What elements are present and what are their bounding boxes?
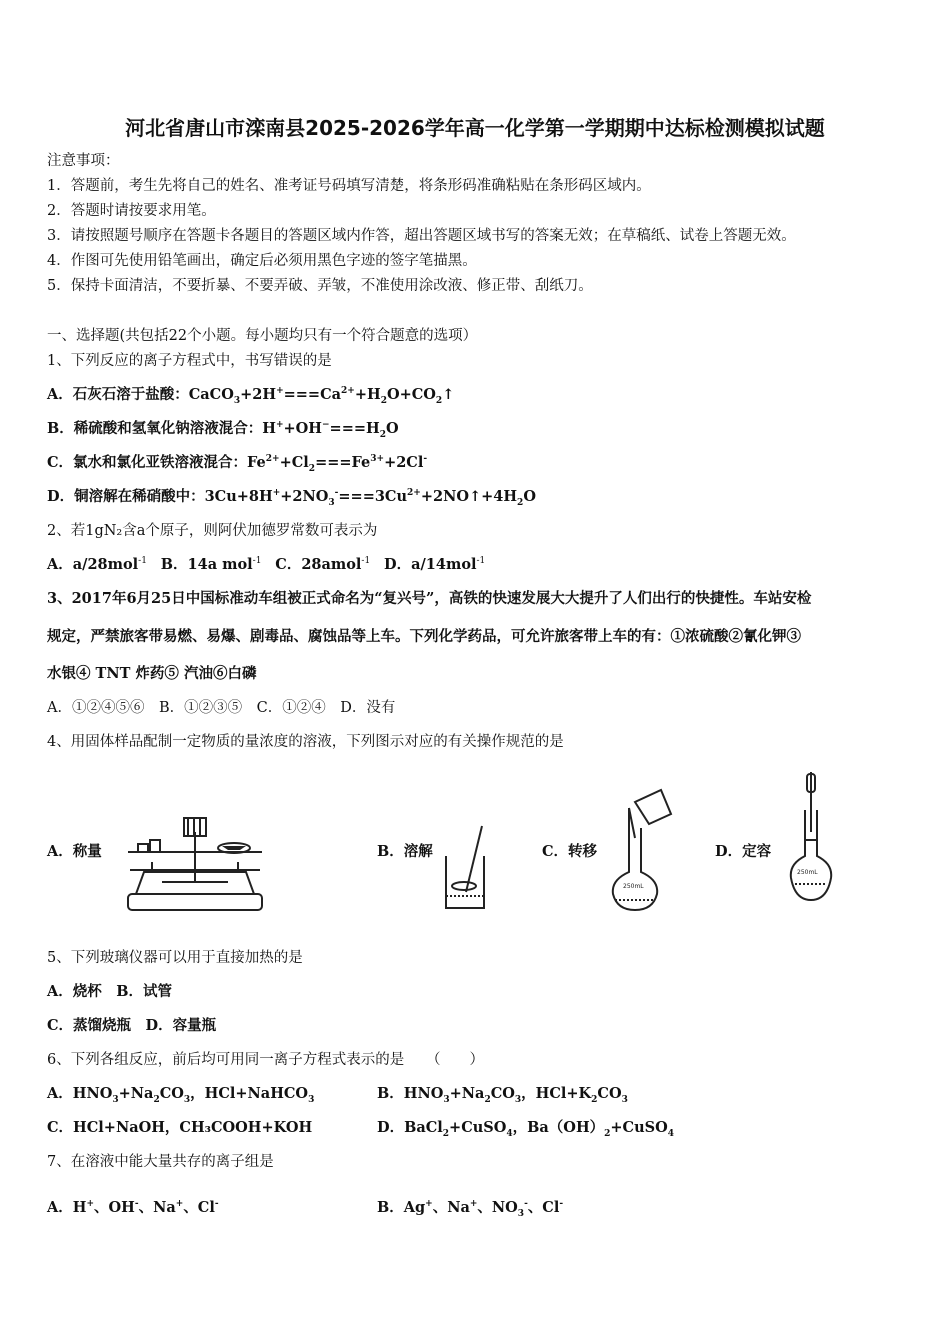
question-6-stem: 6、下列各组反应，前后均可用同一离子方程式表示的是 （ ） bbox=[47, 1052, 484, 1068]
question-4-stem: 4、用固体样品配制一定物质的量浓度的溶液，下列图示对应的有关操作规范的是 bbox=[47, 734, 564, 750]
question-3-line-2: 规定，严禁旅客带易燃、易爆、剧毒品、腐蚀品等上车。下列化学药品，可允许旅客带上车的有：①浓硫酸②氰化钾③ bbox=[47, 628, 801, 645]
question-5-stem: 5、下列玻璃仪器可以用于直接加热的是 bbox=[47, 950, 303, 966]
question-4-option-b: B．溶解 bbox=[377, 843, 433, 860]
question-3-line-3: 水银④ TNT 炸药⑤ 汽油⑥白磷 bbox=[47, 665, 257, 682]
notice-item-3: 3．请按照题号顺序在答题卡各题目的答题区域内作答，超出答题区域书写的答案无效；在草稿纸、试卷上答题无效。 bbox=[47, 228, 796, 244]
question-6-option-d: D．BaCl$_2$+CuSO$_4$，$Ba(OH)_2+CuSO_4$ bbox=[377, 1119, 675, 1139]
balance-scale-figure bbox=[122, 812, 268, 916]
question-7-stem: 7、在溶液中能大量共存的离子组是 bbox=[47, 1154, 274, 1170]
question-7-option-b: B．Ag+、Na+、$NO_3^-$、Cl- bbox=[377, 1199, 564, 1219]
question-6-option-b: B．$HNO_3+Na_2CO_3$，$HCl+K_2CO_3$ bbox=[377, 1085, 628, 1105]
question-6-option-c: C．HCl+NaOH，CH₃COOH+KOH bbox=[47, 1119, 313, 1136]
question-4-option-a: A．称量 bbox=[47, 843, 102, 860]
volumetric-flask-fill-figure bbox=[785, 770, 837, 904]
question-1-option-a: A．石灰石溶于盐酸：$CaCO_3+2H^+===Ca^{2+}+H_2O+CO_2↑$ bbox=[47, 386, 455, 406]
beaker-stirring-figure bbox=[440, 822, 492, 912]
notice-item-5: 5．保持卡面清洁，不要折暴、不要弄破、弄皱，不准使用涂改液、修正带、刮纸刀。 bbox=[47, 278, 593, 294]
question-2-options: A．a/28mol$^{-1}$ B．14a mol$^{-1}$ C．28amol$^{-1}$ D．a/14mol$^{-1}$ bbox=[47, 556, 486, 573]
notice-heading: 注意事项： bbox=[47, 153, 120, 169]
volumetric-flask-transfer-figure bbox=[605, 788, 677, 914]
question-3-line-1: 3、2017年6月25日中国标准动车组被正式命名为“复兴号”，高铁的快速发展大大提升了人们出行的快捷性。车站安检 bbox=[47, 590, 812, 607]
question-4-option-d: D．定容 bbox=[715, 843, 772, 860]
question-1-option-d: D．铜溶解在稀硝酸中：$3Cu+8H^++2NO_3^-===3Cu^{2+}+2NO↑+4H_2O$ bbox=[47, 488, 536, 508]
question-2-stem: 2、若1gN₂含a个原子，则阿伏加德罗常数可表示为 bbox=[47, 523, 378, 539]
question-5-options-ab: A．烧杯 B．试管 bbox=[47, 983, 173, 1000]
question-6-option-a: A．$HNO_3+Na_2CO_3$，HCl+NaHCO$_3$ bbox=[47, 1085, 315, 1105]
question-1-stem: 1、下列反应的离子方程式中，书写错误的是 bbox=[47, 353, 332, 369]
question-4-option-c: C．转移 bbox=[542, 843, 598, 860]
page-title: 河北省唐山市滦南县2025-2026学年高一化学第一学期期中达标检测模拟试题 bbox=[125, 116, 825, 140]
question-1-option-b: B．稀硫酸和氢氧化钠溶液混合：$H^++OH^-===H_2O$ bbox=[47, 420, 399, 440]
notice-item-4: 4．作图可先使用铅笔画出，确定后必须用黑色字迹的签字笔描黑。 bbox=[47, 253, 477, 269]
notice-item-1: 1．答题前，考生先将自己的姓名、准考证号码填写清楚，将条形码准确粘贴在条形码区域内。 bbox=[47, 178, 651, 194]
svg-text:250mL: 250mL bbox=[797, 869, 818, 876]
question-1-option-c: C．氯水和氯化亚铁溶液混合：$Fe^{2+}+Cl_2===Fe^{3+}+2Cl^-$ bbox=[47, 454, 428, 474]
question-7-option-a: A．H+、OH-、Na+、Cl- bbox=[47, 1199, 219, 1216]
section-heading: 一、选择题(共包括22个小题。每小题均只有一个符合题意的选项） bbox=[47, 328, 478, 344]
notice-item-2: 2．答题时请按要求用笔。 bbox=[47, 203, 216, 219]
question-5-options-cd: C．蒸馏烧瓶 D．容量瓶 bbox=[47, 1017, 217, 1034]
svg-text:250mL: 250mL bbox=[623, 883, 644, 890]
question-3-options: A．①②④⑤⑥ B．①②③⑤ C．①②④ D．没有 bbox=[47, 700, 396, 716]
